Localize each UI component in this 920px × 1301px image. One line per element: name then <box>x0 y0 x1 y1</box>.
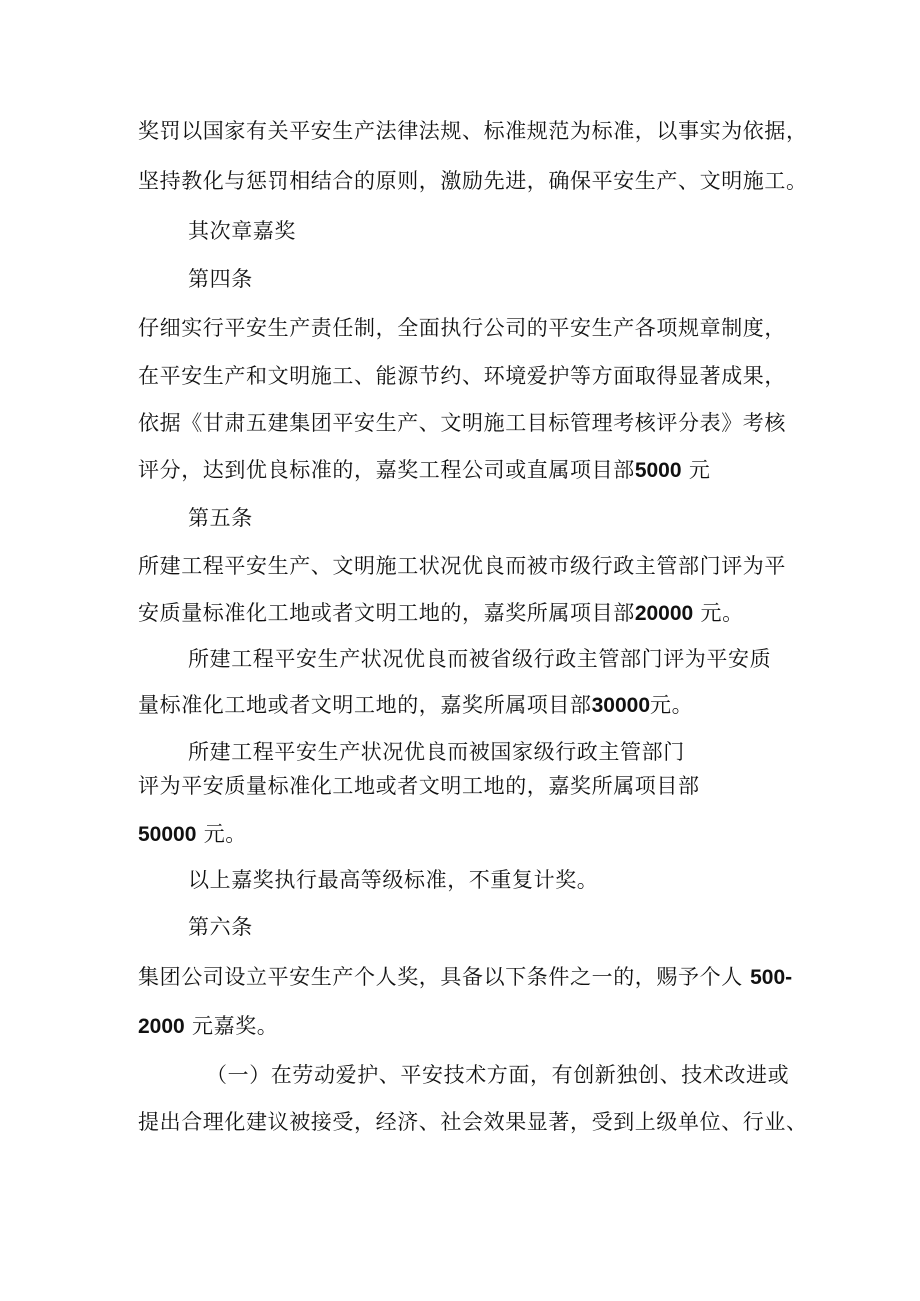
article-heading <box>188 264 253 294</box>
paragraph-line <box>138 408 786 438</box>
text-span: 元。 <box>700 601 744 625</box>
article-heading <box>188 503 253 533</box>
text-span: 第六条 <box>188 915 253 939</box>
text-span: 所建工程平安生产状况优良而被国家级行政主管部门 <box>188 740 685 764</box>
text-span: 元嘉奖。 <box>192 1014 279 1038</box>
paragraph-line <box>138 455 710 486</box>
text-span: （一）在劳动爱护、平安技术方面，有创新独创、技术改进或 <box>206 1063 790 1087</box>
text-span: 元。 <box>203 822 247 846</box>
text-span: 在平安生产和文明施工、能源节约、环境爱护等方面取得显著成果， <box>138 364 786 388</box>
paragraph-line <box>188 865 598 895</box>
text-span: 坚持教化与惩罚相结合的原则，激励先进，确保平安生产、文明施工。 <box>138 169 808 193</box>
amount-number: 5000 <box>634 459 682 482</box>
amount-number: 500- <box>750 966 793 989</box>
paragraph-line <box>138 1107 808 1137</box>
paragraph-line <box>138 598 744 629</box>
amount-number: 20000 <box>634 602 694 625</box>
text-span: 安质量标准化工地或者文明工地的，嘉奖所属项目部 <box>138 601 635 625</box>
text-span: 奖罚以国家有关平安生产法律法规、标准规范为标准，以事实为依据， <box>138 119 808 143</box>
paragraph-line <box>138 771 700 801</box>
text-span: 集团公司设立平安生产个人奖，具备以下条件之一的，赐予个人 <box>138 965 743 989</box>
paragraph-line <box>138 1011 278 1042</box>
paragraph-line <box>138 551 786 581</box>
text-span: 以上嘉奖执行最高等级标准，不重复计奖。 <box>188 868 599 892</box>
paragraph-line <box>138 962 792 993</box>
text-span: 元 <box>688 458 711 482</box>
text-span: 第四条 <box>188 267 253 291</box>
amount-number: 2000 <box>138 1015 185 1038</box>
text-span: 依据《甘肃五建集团平安生产、文明施工目标管理考核评分表》考核 <box>138 411 786 435</box>
article-heading <box>188 912 253 942</box>
paragraph-line <box>138 116 808 146</box>
text-span: 元。 <box>650 693 694 717</box>
text-span: 评为平安质量标准化工地或者文明工地的，嘉奖所属项目部 <box>138 774 700 798</box>
paragraph-line <box>138 819 247 850</box>
list-item <box>206 1060 789 1090</box>
chapter-heading <box>188 216 296 246</box>
amount-number: 50000 <box>138 823 197 846</box>
text-span: 其次章嘉奖 <box>188 219 296 243</box>
text-span: 所建工程平安生产、文明施工状况优良而被市级行政主管部门评为平 <box>138 554 786 578</box>
amount-number: 30000 <box>591 694 651 717</box>
paragraph-line <box>188 737 685 767</box>
paragraph-line <box>138 690 693 721</box>
text-span: 仔细实行平安生产责任制，全面执行公司的平安生产各项规章制度， <box>138 316 786 340</box>
paragraph-line <box>138 361 786 391</box>
paragraph-line <box>188 644 771 674</box>
paragraph-line <box>138 166 808 196</box>
text-span: 评分，达到优良标准的，嘉奖工程公司或直属项目部 <box>138 458 635 482</box>
text-span: 量标准化工地或者文明工地的，嘉奖所属项目部 <box>138 693 592 717</box>
text-span: 第五条 <box>188 506 253 530</box>
text-span: 提出合理化建议被接受，经济、社会效果显著，受到上级单位、行业、 <box>138 1110 808 1134</box>
text-span: 所建工程平安生产状况优良而被省级行政主管部门评为平安质 <box>188 647 772 671</box>
paragraph-line <box>138 313 786 343</box>
